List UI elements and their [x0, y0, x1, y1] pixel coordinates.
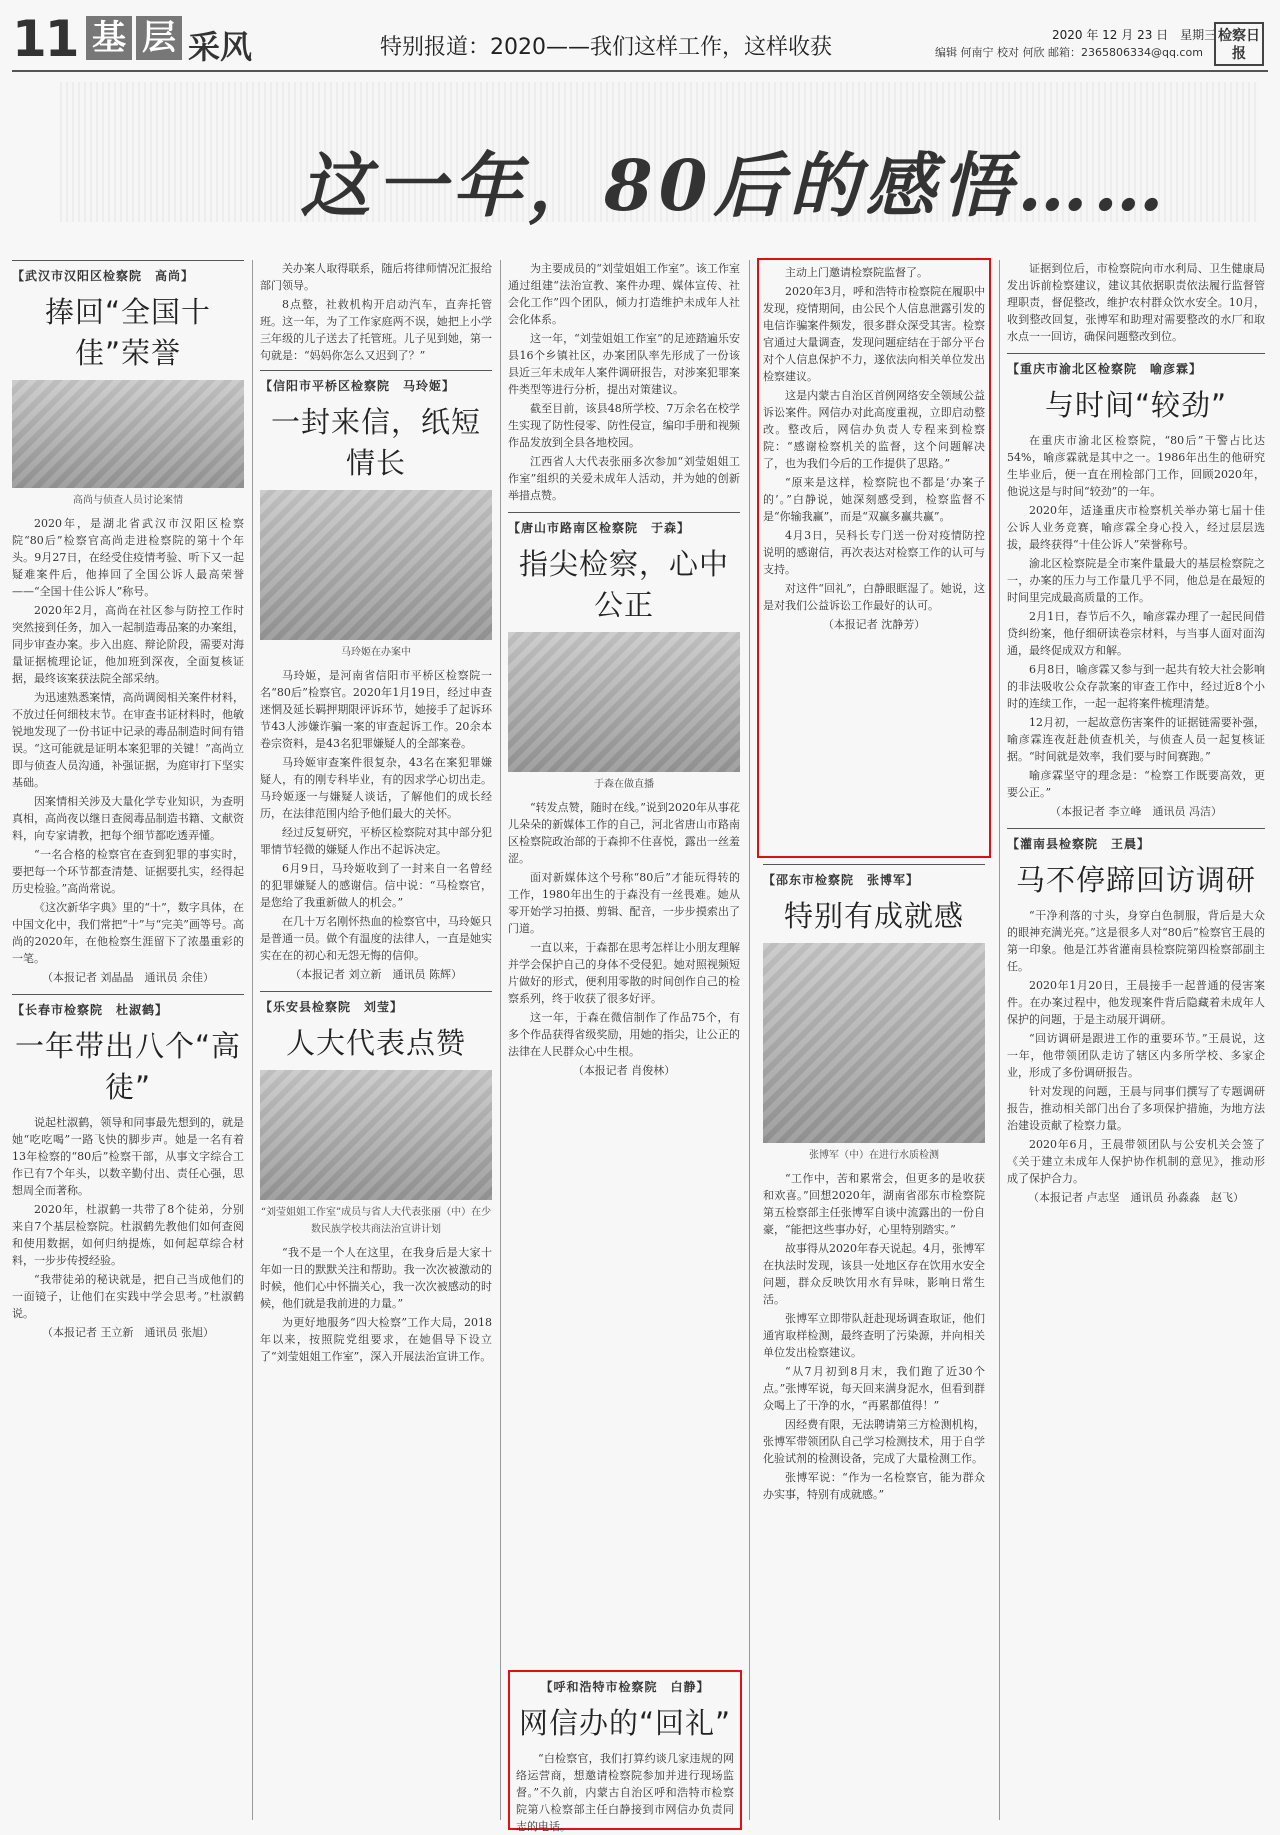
article-zoudong-tail — [1007, 260, 1265, 345]
paragraph: 这一年，于森在微信制作了作品75个，有多个作品获得省级奖励，用她的指尖，让公正的法律在人民群众心中生根。 — [508, 1011, 740, 1058]
column-divider — [252, 260, 253, 1820]
paragraph: 在重庆市渝北区检察院，“80后”干警占比达54%，喻彦霖就是其中之一。1986年出生的他研究生毕业后，便一直在刑检部门工作，回顾2020年，他说这是与时间“较劲”的一年。 — [1007, 434, 1265, 498]
paragraph: “一名合格的检察官在查到犯罪的事实时，要把每一个环节都查清楚、证据要扎实，经得起历史检验。”高尚常说。 — [12, 848, 244, 895]
article-changchun — [12, 994, 244, 1341]
paragraph: 喻彦霖坚守的理念是：“检察工作既要高效，更要公正。” — [1007, 769, 1265, 799]
credit: （本报记者 卢志坚 通讯员 孙淼淼 赵飞） — [1028, 1191, 1244, 1204]
photo-xinyang — [260, 490, 492, 640]
byline: 【信阳市平桥区检察院 马玲姬】 — [260, 379, 456, 393]
column-divider — [749, 260, 750, 1820]
section-tail: 采风 — [188, 28, 253, 66]
paragraph: 12月初，一起故意伤害案件的证据链需要补强，喻彦霖连夜赶赴侦查机关，与侦查人员一起复核证据。“时间就是效率，我们要与时间赛跑。” — [1007, 716, 1265, 763]
credit: （本报记者 王立新 通讯员 张旭） — [42, 1326, 214, 1339]
paragraph: 6月8日，喻彦霖又参与到一起共有较大社会影响的非法吸收公众存款案的审查工作中，经过近8个小时的连续工作，一起一起将案件梳理清楚。 — [1007, 663, 1265, 710]
feature-banner — [0, 76, 1280, 246]
paragraph: “我不是一个人在这里，在我身后是大家十年如一日的默默关注和帮助。我一次次被激动的时候，他们心中怀揣关心，我一次次被感动的时候，他们就是我前进的力量。” — [260, 1246, 492, 1310]
headline: 捧回“全国十佳”荣誉 — [44, 295, 212, 370]
paragraph: 渝北区检察院是全市案件量最大的基层检察院之一，办案的压力与工作量几乎不同，他总是在最短的时间里完成最高质量的工作。 — [1007, 557, 1265, 604]
paragraph: 4月3日，吴科长专门送一份对疫情防控说明的感谢信，再次表达对检察工作的认可与支持。 — [763, 529, 985, 576]
paragraph: 为主要成员的“刘莹姐姐工作室”。该工作室通过组建“法治宣教、案件办理、媒体宣传、社会化工作”四个团队，倾力打造维护未成年人社会化体系。 — [508, 262, 740, 326]
paragraph: 6月9日，马玲姬收到了一封来自一名曾经的犯罪嫌疑人的感谢信。信中说：“马检察官，是您给了我重新做人的机会。” — [260, 862, 492, 909]
byline: 【乐安县检察院 刘莹】 — [260, 1000, 404, 1014]
article-xinyang-continued — [260, 260, 492, 364]
credit: （本报记者 刘立新 通讯员 陈辉） — [290, 968, 462, 981]
caption: 于森在做直播 — [594, 779, 654, 790]
paragraph: “干净利落的寸头，身穿白色制服，背后是大众的眼神充满光亮。”这是很多人对“80后”检察官王晨的第一印象。他是江苏省灌南县检察院第四检察部副主任。 — [1007, 909, 1265, 973]
paragraph: 2020年，适逢重庆市检察机关举办第七届十佳公诉人业务竞赛，喻彦霖全身心投入，经过层层选拔，最终获得“十佳公诉人”荣誉称号。 — [1007, 504, 1265, 551]
paragraph: 张博军立即带队赶赴现场调查取证，他们通宵取样检测，最终查明了污染源，并向相关单位发出检察建议。 — [763, 1312, 985, 1359]
paragraph: 主动上门邀请检察院监督了。 — [785, 266, 928, 279]
paragraph: “从7月初到8月末，我们跑了近30个点。”张博军说，每天回来满身泥水，但看到群众喝上了干净的水，“再累都值得！” — [763, 1365, 985, 1412]
article-wuhan — [12, 260, 244, 986]
byline: 【唐山市路南区检察院 于森】 — [508, 521, 691, 535]
paragraph: 说起杜淑鹤，领导和同事最先想到的，就是她“吃吃喝”一路飞快的脚步声。她是一名有着13年检察的“80后”检察干部，从事文字综合工作已有7个年头，以数辛勤付出、责任心强，思想周全而著称。 — [12, 1116, 244, 1197]
byline: 【灌南县检察院 王晨】 — [1007, 837, 1151, 851]
newspaper-logo: 检察日报 — [1214, 22, 1264, 66]
page-number: 11 — [12, 10, 78, 68]
caption: 高尚与侦查人员讨论案情 — [73, 495, 183, 506]
paragraph: 因经费有限，无法聘请第三方检测机构，张博军带领团队自己学习检测技术，用于自学化验试剂的检测设备，完成了大量检测工作。 — [763, 1418, 985, 1465]
paragraph: “工作中，苦和累常会，但更多的是收获和欢喜。”回想2020年，湖南省邵东市检察院第五检察部主任张博军自谈中流露出的一份自豪，“能把这些事办好，心里特别踏实。” — [763, 1172, 985, 1236]
paragraph: 为迅速熟悉案情，高尚调阅相关案件材料，不放过任何细枝末节。在审查书证材料时，他敏锐地发现了一份书证中记录的毒品制造时间有错误。“这可能就是证明本案犯罪的关键！”高尚立即与侦查人员沟通，补强证据，为庭审打下坚实基础。 — [12, 691, 244, 789]
paragraph: 截至目前，该县48所学校、7万余名在校学生实现了防性侵零、防性侵宣，编印手册和视频作品发放到全县各地校园。 — [508, 402, 740, 449]
article-hohhot-continued — [763, 264, 985, 850]
paragraph: 2020年3月，呼和浩特市检察院在履职中发现，疫情期间，由公民个人信息泄露引发的电信诈骗案件频发，很多群众深受其害。检察官通过大量调查，发现问题症结在于部分平台对个人信息保护不力，遂依法向相关单位发出检察建议。 — [763, 285, 985, 383]
headline: 指尖检察，心中公正 — [518, 547, 729, 622]
byline: 【长春市检察院 杜淑鹤】 — [12, 1003, 169, 1017]
paragraph: 2020年6月，王晨带领团队与公安机关会签了《关于建立未成年人保护协作机制的意见》，推动形成了保护合力。 — [1007, 1138, 1265, 1185]
paragraph: 面对新媒体这个号称“80后”才能玩得转的工作，1980年出生的于森没有一丝畏难。她从零开始学习拍摄、剪辑、配音，一步步摸索出了门道。 — [508, 871, 740, 935]
article-hohhot-box — [508, 1670, 742, 1833]
column-2 — [260, 260, 492, 1820]
headline: 一年带出八个“高徒” — [14, 1029, 242, 1104]
credit: （本报记者 李立峰 通讯员 冯洁） — [1050, 805, 1222, 818]
article-guannan — [1007, 828, 1265, 1206]
paragraph: 8点整，社救机构开启动汽车，直奔托管班。这一年，为了工作家庭两不误，她把上小学三年级的儿子送去了托管班。儿子见到她，第一句就是：“妈妈你怎么又迟到了？” — [260, 298, 492, 362]
headline: 网信办的“回礼” — [518, 1706, 732, 1740]
caption: “刘莹姐姐工作室”成员与省人大代表张丽（中）在少数民族学校共商法治宣讲计划 — [260, 1207, 492, 1235]
paragraph: “我带徒弟的秘诀就是，把自己当成他们的一面镜子，让他们在实践中学会思考。”杜淑鹤说。 — [12, 1273, 244, 1320]
section-char-2: 层 — [136, 16, 182, 60]
column-3 — [508, 260, 740, 1820]
paragraph: 《这次新华字典》里的“十”，数字具体，在中国文化中，我们常把“十”与“完美”画等号。高尚的2020年，在他检察生涯留下了浓墨重彩的一笔。 — [12, 901, 244, 965]
byline: 【武汉市汉阳区检察院 高尚】 — [12, 269, 195, 283]
article-zoudong — [763, 864, 985, 1503]
paragraph: 因案情相关涉及大量化学专业知识，为查明真相，高尚夜以继日查阅毒品制造书籍、文献资料，向专家请教，把每个细节都吃透弄懂。 — [12, 795, 244, 842]
paragraph: 一直以来，于森都在思考怎样让小朋友理解并学会保护自己的身体不受侵犯。她对照视频短片做好的形式，便利用零散的时间创作自己的检察系列，终于收获了很多好评。 — [508, 941, 740, 1005]
article-xinyang — [260, 370, 492, 983]
headline: 一封来信，纸短情长 — [270, 405, 481, 480]
headline: 特别有成就感 — [783, 899, 964, 933]
byline: 【邵东市检察院 张博军】 — [763, 873, 920, 887]
paragraph: “白检察官，我们打算约谈几家违规的网络运营商，想邀请检察院参加并进行现场监督。”不久前，内蒙古自治区呼和浩特市检察院第八检察部主任白静接到市网信办负责同志的电话。 — [516, 1752, 734, 1833]
paragraph: 马玲姬，是河南省信阳市平桥区检察院一名“80后”检察官。2020年1月19日，经过申查迷惘及延长羁押期限评诉环节，她接手了起诉环节43人涉嫌诈骗一案的审查起诉工作。20余本卷宗资料，是43名犯罪嫌疑人的全部案卷。 — [260, 669, 492, 750]
paragraph: 对这件“回礼”，白静眼眶湿了。她说，这是对我们公益诉讼工作最好的认可。 — [763, 582, 985, 612]
paragraph: 江西省人大代表张丽多次参加“刘莹姐姐工作室”组织的关爱未成年人活动，并为她的创新举措点赞。 — [508, 455, 740, 502]
banner-title: 这一年，80后的感悟…… — [300, 144, 1170, 227]
credit: （本报记者 沈静芳） — [822, 618, 926, 631]
paragraph: “原来是这样，检察院也不都是‘办案子的’。”白静说，她深刻感受到，检察监督不是“你输我赢”，而是“双赢多赢共赢”。 — [763, 476, 985, 523]
paragraph: 这是内蒙古自治区首例网络安全领域公益诉讼案件。网信办对此高度重视，立即启动整改。整改后，网信办负责人专程来到检察院：“感谢检察机关的监督，这个问题解决了，也为我们今后的工作提供了思路。” — [763, 389, 985, 470]
byline: 【重庆市渝北区检察院 喻彦霖】 — [1007, 362, 1203, 376]
paragraph: 这一年，“刘莹姐姐工作室”的足迹踏遍乐安县16个乡镇社区，办案团队率先形成了一份该县近三年未成年人案件调研报告，对涉案犯罪案件类型等进行分析，提出对策建议。 — [508, 332, 740, 396]
column-divider — [999, 260, 1000, 1820]
section-char-1: 基 — [86, 16, 132, 60]
masthead-rule — [12, 70, 1268, 72]
paragraph: 经过反复研究，平桥区检察院对其中部分犯罪情节轻微的嫌疑人作出不起诉决定。 — [260, 826, 492, 856]
photo-zoudong — [763, 943, 985, 1143]
masthead — [0, 0, 1280, 72]
column-divider — [500, 260, 501, 1820]
headline: 马不停蹄回访调研 — [1015, 863, 1256, 897]
headline: 人大代表点赞 — [285, 1026, 466, 1060]
column-1 — [12, 260, 244, 1820]
paragraph: 马玲姬审查案件很复杂，43名在案犯罪嫌疑人，有的刚专科毕业，有的因求学心切出走。马玲姬逐一与嫌疑人谈话，了解他们的成长经历，在法律范围内给予他们最大的关怀。 — [260, 756, 492, 820]
credit: （本报记者 刘晶晶 通讯员 余佳） — [42, 971, 214, 984]
article-yubei — [1007, 353, 1265, 820]
paragraph: 针对发现的问题，王晨与同事们撰写了专题调研报告，推动相关部门出台了多项保护措施，为地方法治建设贡献了检察力量。 — [1007, 1085, 1265, 1132]
article-hohhot — [516, 1678, 734, 1835]
paragraph: 证据到位后，市检察院向市水利局、卫生健康局发出诉前检察建议，建议其依据职责依法履行监督管理职责，督促整改，维护农村群众饮水安全。10月，收到整改回复，张博军和助理对需要整改的水厂和取水点一一回访，确保问题整改到位。 — [1007, 262, 1265, 343]
article-tangshan — [508, 512, 740, 1079]
column-5 — [1007, 260, 1265, 1820]
special-report-title: 特别报道：2020——我们这样工作，这样收获 — [380, 35, 832, 60]
paragraph: 关办案人取得联系，随后将律师情况汇报给部门领导。 — [260, 262, 492, 292]
byline: 【呼和浩特市检察院 白静】 — [540, 1680, 710, 1694]
article-leshan — [260, 991, 492, 1365]
paragraph: 张博军说：“作为一名检察官，能为群众办实事，特别有成就感。” — [763, 1471, 985, 1501]
paragraph: “回访调研是跟进工作的重要环节。”王晨说，这一年，他带领团队走访了辖区内多所学校、多家企业，形成了多份调研报告。 — [1007, 1032, 1265, 1079]
photo-wuhan — [12, 380, 244, 488]
issue-date: 2020 年 12 月 23 日 星期三 — [1052, 28, 1217, 42]
headline: 与时间“较劲” — [1044, 388, 1228, 422]
caption: 马玲姬在办案中 — [341, 647, 411, 658]
paragraph: 2月1日，春节后不久，喻彦霖办理了一起民间借贷纠纷案，他仔细研读卷宗材料，与当事人面对面沟通，最终促成双方和解。 — [1007, 610, 1265, 657]
paragraph: 2020年2月，高尚在社区参与防控工作时突然接到任务，加入一起制造毒品案的办案组，同步审查办案。步入出庭、辩论阶段，需要对海量证据梳理论证，他加班到深夜，全面复核证据，最终该案获法院全部采纳。 — [12, 604, 244, 685]
article-tangshan-lead — [508, 260, 740, 504]
paragraph: 2020年，杜淑鹤一共带了8个徒弟，分别来自7个基层检察院。杜淑鹤先教他们如何查阅和使用数据，如何归纳提炼，如何起草综合材料，一步步传授经验。 — [12, 1203, 244, 1267]
credit: （本报记者 肖俊林） — [572, 1064, 676, 1077]
column-4 — [763, 264, 985, 1824]
paragraph: 故事得从2020年春天说起。4月，张博军在执法时发现，该县一处地区存在饮用水安全问题，群众反映饮用水有异味，影响日常生活。 — [763, 1242, 985, 1306]
photo-leshan — [260, 1070, 492, 1200]
paragraph: 2020年，是湖北省武汉市汉阳区检察院“80后”检察官高尚走进检察院的第十个年头。9月27日，在经受住疫情考验、听下又一起疑难案件后，他捧回了全国公诉人最高荣誉——“全国十佳公诉人”称号。 — [12, 517, 244, 598]
paragraph: 为更好地服务“四大检察”工作大局，2018年以来，按照院党组要求，在她倡导下设立了“刘莹姐姐工作室”，深入开展法治宣讲工作。 — [260, 1316, 492, 1363]
photo-tangshan — [508, 632, 740, 772]
paragraph: “转发点赞，随时在线。”说到2020年从事花儿朵朵的新媒体工作的自己，河北省唐山市路南区检察院政治部的于森抑不住喜悦，露出一丝羞涩。 — [508, 801, 740, 865]
caption: 张博军（中）在进行水质检测 — [809, 1150, 939, 1161]
editor-line: 编辑 何南宁 校对 何欣 邮箱：2365806334@qq.com — [935, 46, 1203, 59]
paragraph: 2020年1月20日，王晨接手一起普通的侵害案件。在办案过程中，他发现案件背后隐藏着未成年人保护的问题，于是主动展开调研。 — [1007, 979, 1265, 1026]
paragraph: 在几十万名刚怀热血的检察官中，马玲姬只是普通一员。做个有温度的法律人，一直是她实实在在的初心和无怨无悔的信仰。 — [260, 915, 492, 962]
